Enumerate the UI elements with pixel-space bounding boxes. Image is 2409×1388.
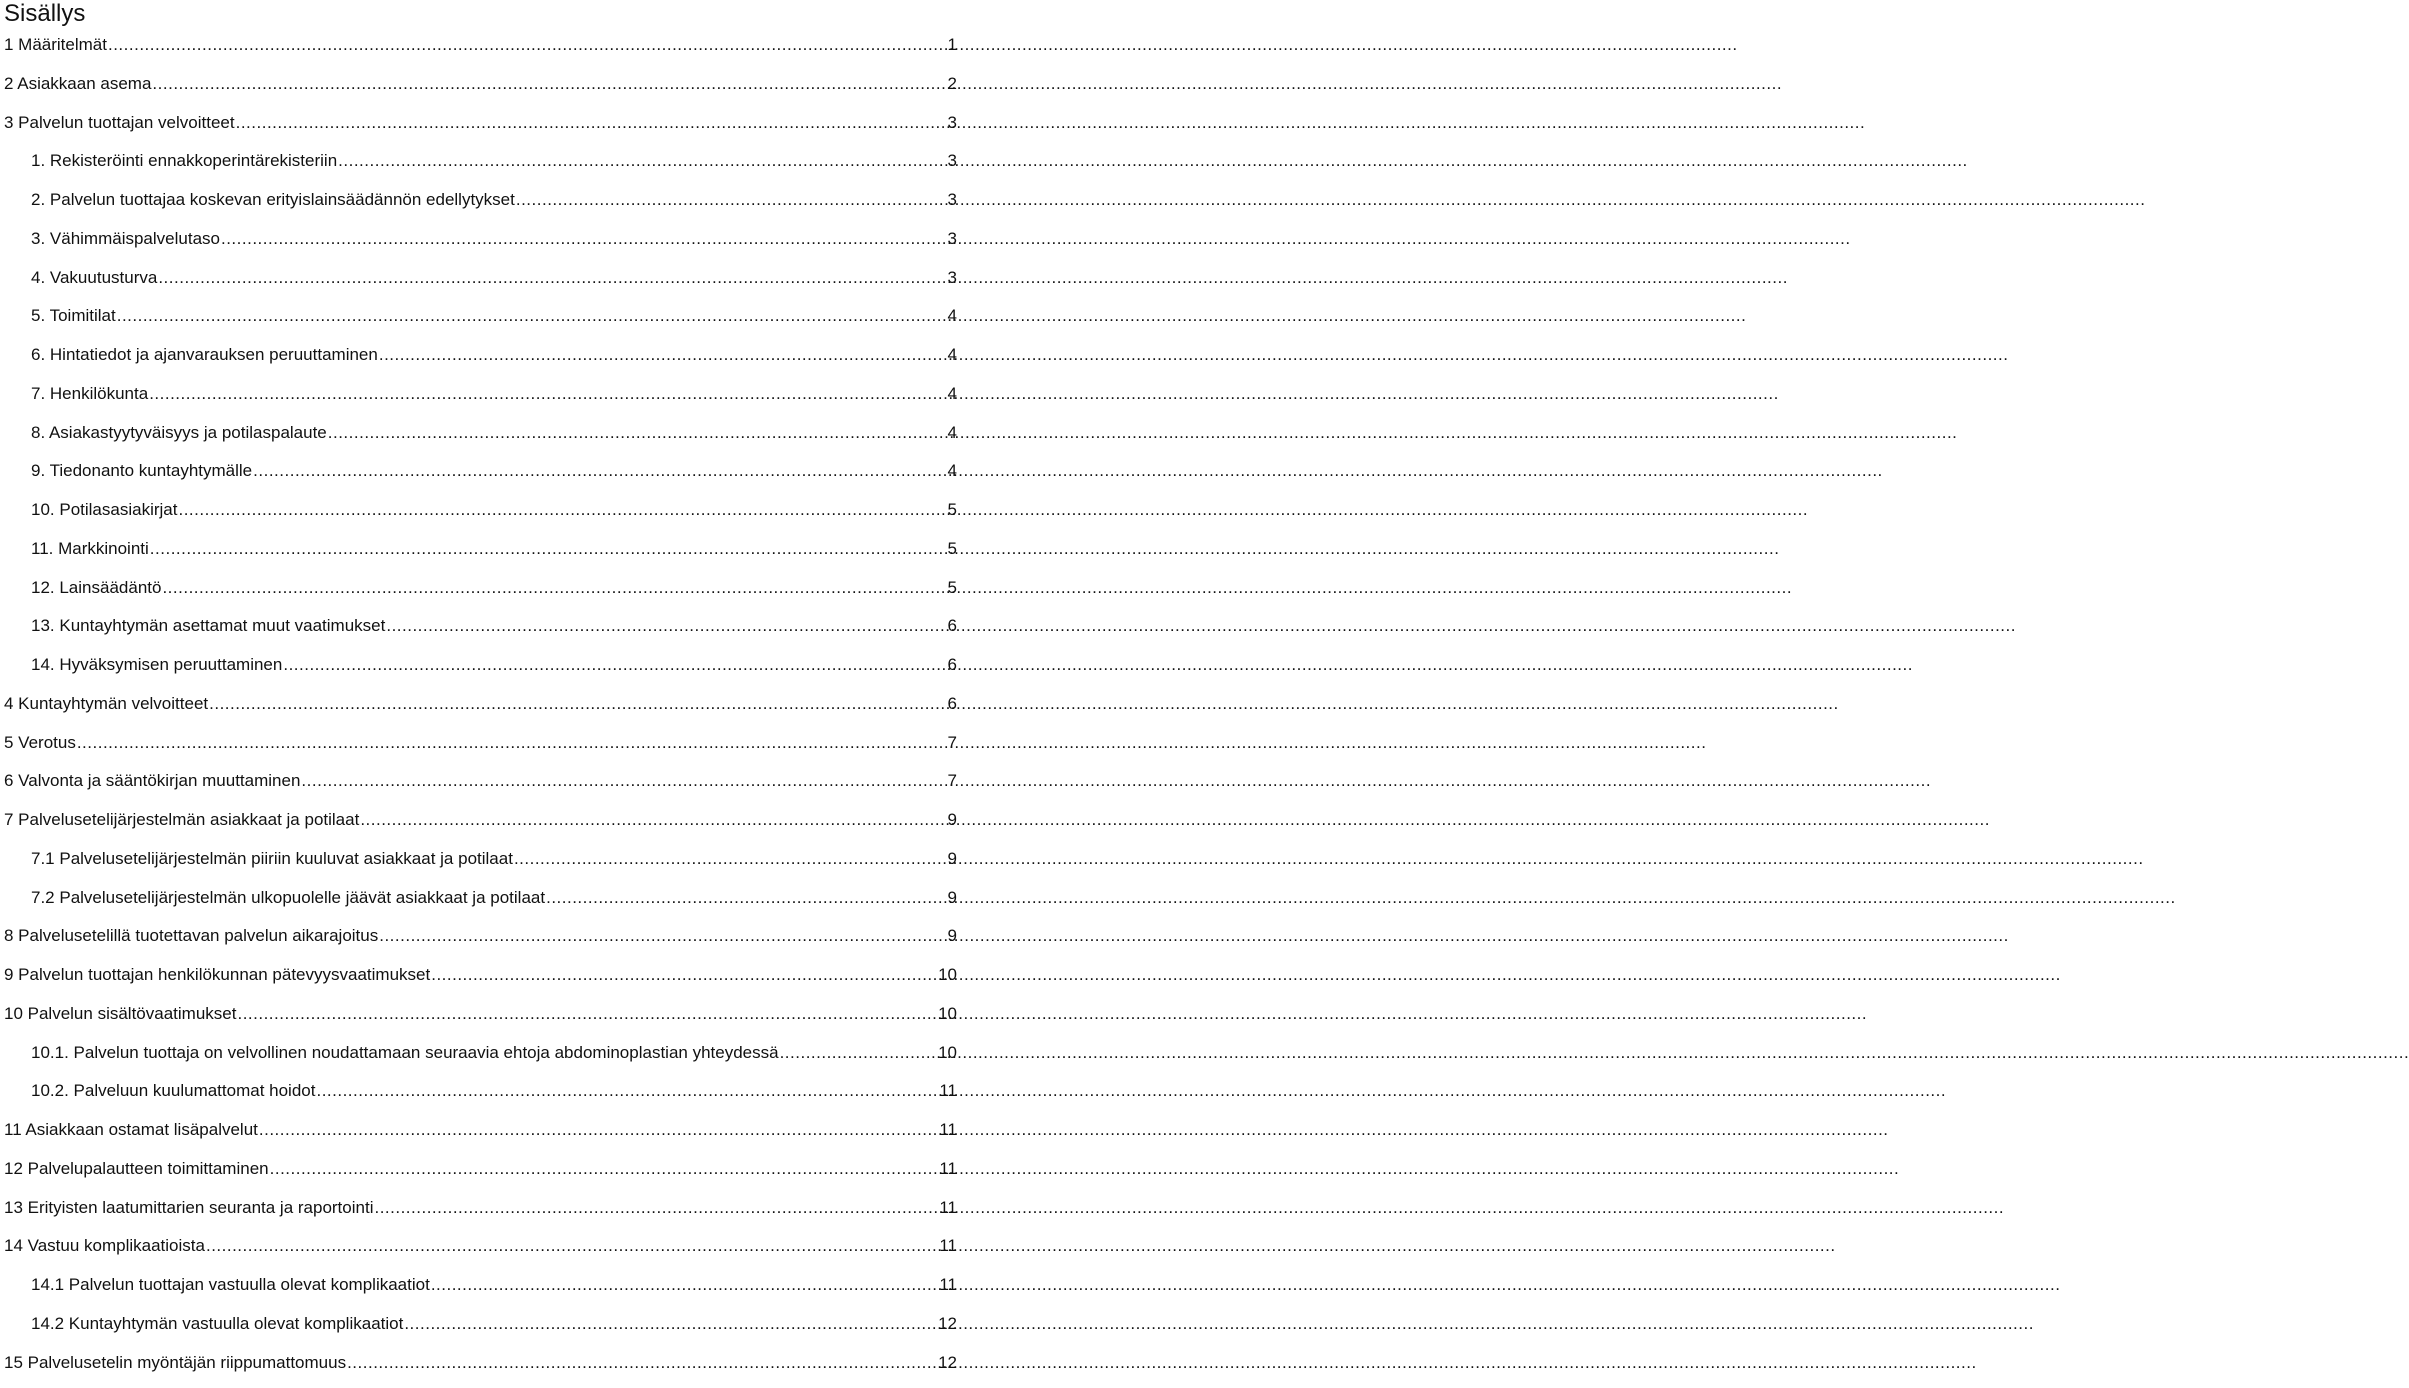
toc-entry-label: 12. Lainsäädäntö — [31, 575, 162, 601]
toc-entry-page-number: 12 — [936, 1350, 957, 1376]
toc-entry-label: 13 Erityisten laatumittarien seuranta ja raportointi — [4, 1195, 374, 1221]
dot-leader — [360, 807, 945, 833]
dot-leader — [209, 691, 945, 717]
toc-entry-page-number: 3 — [946, 187, 957, 213]
toc-entry-label: 2 Asiakkaan asema — [4, 71, 152, 97]
dot-leader — [270, 1156, 938, 1182]
toc-entry-label: 4. Vakuutusturva — [31, 265, 158, 291]
toc-entry[interactable] — [4, 1156, 957, 1195]
dot-leader — [546, 885, 945, 911]
table-of-contents — [4, 32, 957, 1388]
toc-entry[interactable] — [4, 110, 957, 149]
toc-entry-label: 13. Kuntayhtymän asettamat muut vaatimukset — [31, 613, 386, 639]
dot-leader — [404, 1311, 936, 1337]
toc-entry-label: 11. Markkinointi — [31, 536, 150, 562]
toc-entry-page-number: 9 — [946, 846, 957, 872]
toc-entry-page-number: 6 — [946, 652, 957, 678]
dot-leader — [379, 923, 945, 949]
toc-entry-label: 7 Palvelusetelijärjestelmän asiakkaat ja potilaat — [4, 807, 360, 833]
toc-entry-page-number: 11 — [937, 1195, 957, 1221]
toc-entry-page-number: 4 — [946, 342, 957, 368]
toc-entry[interactable] — [4, 1311, 957, 1350]
toc-entry[interactable] — [4, 420, 957, 459]
toc-entry[interactable] — [4, 768, 957, 807]
toc-entry[interactable] — [4, 1195, 957, 1234]
toc-entry-page-number: 4 — [946, 303, 957, 329]
dot-leader — [152, 71, 945, 97]
toc-entry[interactable] — [4, 32, 957, 71]
toc-entry[interactable] — [4, 1117, 957, 1156]
toc-entry[interactable] — [4, 342, 957, 381]
dot-leader — [162, 575, 945, 601]
dot-leader — [77, 730, 946, 756]
toc-entry-label: 10.2. Palveluun kuulumattomat hoidot — [31, 1078, 316, 1104]
toc-entry-label: 8. Asiakastyytyväisyys ja potilaspalaute — [31, 420, 328, 446]
dot-leader — [338, 148, 945, 174]
toc-entry[interactable] — [4, 536, 957, 575]
toc-entry-page-number: 3 — [946, 148, 957, 174]
toc-entry[interactable] — [4, 458, 957, 497]
toc-entry[interactable] — [4, 730, 957, 769]
toc-entry-page-number: 10 — [936, 962, 957, 988]
toc-entry[interactable] — [4, 613, 957, 652]
dot-leader — [431, 962, 936, 988]
toc-entry[interactable] — [4, 71, 957, 110]
dot-leader — [283, 652, 945, 678]
toc-entry-label: 14.1 Palvelun tuottajan vastuulla olevat komplikaatiot — [31, 1272, 431, 1298]
toc-entry-page-number: 12 — [936, 1311, 957, 1337]
toc-entry-page-number: 2 — [946, 71, 957, 97]
toc-entry[interactable] — [4, 923, 957, 962]
toc-entry[interactable] — [4, 497, 957, 536]
dot-leader — [431, 1272, 938, 1298]
toc-entry-label: 14 Vastuu komplikaatioista — [4, 1233, 206, 1259]
toc-entry[interactable] — [4, 652, 957, 691]
toc-entry-label: 1 Määritelmät — [4, 32, 108, 58]
dot-leader — [347, 1350, 936, 1376]
toc-entry-label: 10.1. Palvelun tuottaja on velvollinen noudattamaan seuraavia ehtoja abdominoplastian yhteydessä — [31, 1040, 780, 1066]
toc-entry-label: 3. Vähimmäispalvelutaso — [31, 226, 221, 252]
toc-title: Sisällys — [4, 0, 85, 28]
toc-entry-page-number: 11 — [937, 1156, 957, 1182]
toc-entry-page-number: 10 — [936, 1040, 957, 1066]
dot-leader — [386, 613, 945, 639]
toc-entry[interactable] — [4, 1350, 957, 1388]
toc-entry-page-number: 11 — [937, 1272, 957, 1298]
dot-leader — [149, 381, 945, 407]
toc-entry-label: 10 Palvelun sisältövaatimukset — [4, 1001, 237, 1027]
toc-entry-page-number: 3 — [946, 265, 957, 291]
toc-entry-page-number: 5 — [946, 575, 957, 601]
toc-entry-label: 6. Hintatiedot ja ajanvarauksen peruuttaminen — [31, 342, 379, 368]
toc-entry-page-number: 5 — [946, 536, 957, 562]
toc-entry-label: 5. Toimitilat — [31, 303, 117, 329]
dot-leader — [328, 420, 946, 446]
toc-entry-page-number: 3 — [946, 226, 957, 252]
toc-entry-label: 1. Rekisteröinti ennakkoperintärekisteriin — [31, 148, 338, 174]
dot-leader — [178, 497, 945, 523]
toc-entry-label: 9 Palvelun tuottajan henkilökunnan pätevyysvaatimukset — [4, 962, 431, 988]
toc-entry-page-number: 11 — [937, 1078, 957, 1104]
toc-entry[interactable] — [4, 187, 957, 226]
dot-leader — [158, 265, 945, 291]
toc-entry-page-number: 4 — [946, 420, 957, 446]
toc-entry[interactable] — [4, 148, 957, 187]
toc-entry[interactable] — [4, 1040, 957, 1079]
toc-entry-label: 7.1 Palvelusetelijärjestelmän piiriin kuuluvat asiakkaat ja potilaat — [31, 846, 514, 872]
toc-entry[interactable] — [4, 846, 957, 885]
toc-entry-label: 3 Palvelun tuottajan velvoitteet — [4, 110, 236, 136]
toc-entry[interactable] — [4, 226, 957, 265]
toc-entry-label: 9. Tiedonanto kuntayhtymälle — [31, 458, 253, 484]
toc-entry-page-number: 11 — [937, 1117, 957, 1143]
dot-leader — [514, 846, 946, 872]
dot-leader — [117, 303, 946, 329]
toc-entry-label: 10. Potilasasiakirjat — [31, 497, 178, 523]
toc-entry-label: 14.2 Kuntayhtymän vastuulla olevat komplikaatiot — [31, 1311, 404, 1337]
dot-leader — [374, 1195, 937, 1221]
dot-leader — [253, 458, 945, 484]
dot-leader — [516, 187, 946, 213]
toc-entry[interactable] — [4, 303, 957, 342]
toc-entry[interactable] — [4, 807, 957, 846]
dot-leader — [379, 342, 946, 368]
toc-entry-label: 15 Palvelusetelin myöntäjän riippumattomuus — [4, 1350, 347, 1376]
dot-leader — [206, 1233, 937, 1259]
toc-entry-page-number: 9 — [946, 885, 957, 911]
toc-entry-page-number: 7 — [946, 730, 957, 756]
toc-entry-page-number: 3 — [946, 110, 957, 136]
dot-leader — [221, 226, 946, 252]
toc-entry-label: 6 Valvonta ja sääntökirjan muuttaminen — [4, 768, 301, 794]
toc-entry-page-number: 9 — [946, 923, 957, 949]
toc-entry-label: 14. Hyväksymisen peruuttaminen — [31, 652, 283, 678]
dot-leader — [150, 536, 946, 562]
toc-entry[interactable] — [4, 1001, 957, 1040]
toc-entry-page-number: 7 — [946, 768, 957, 794]
toc-entry[interactable] — [4, 265, 957, 304]
toc-entry-page-number: 11 — [937, 1233, 957, 1259]
toc-entry[interactable] — [4, 1078, 957, 1117]
dot-leader — [301, 768, 945, 794]
toc-entry-label: 8 Palvelusetelillä tuotettavan palvelun aikarajoitus — [4, 923, 379, 949]
toc-entry[interactable] — [4, 691, 957, 730]
dot-leader — [108, 32, 946, 58]
dot-leader — [316, 1078, 937, 1104]
toc-entry-label: 2. Palvelun tuottajaa koskevan erityislainsäädännön edellytykset — [31, 187, 516, 213]
toc-entry-page-number: 9 — [946, 807, 957, 833]
toc-entry-label: 7. Henkilökunta — [31, 381, 149, 407]
dot-leader — [237, 1001, 936, 1027]
toc-entry-page-number: 4 — [946, 458, 957, 484]
toc-entry[interactable] — [4, 1272, 957, 1311]
toc-entry[interactable] — [4, 381, 957, 420]
toc-entry-page-number: 10 — [936, 1001, 957, 1027]
toc-entry-label: 11 Asiakkaan ostamat lisäpalvelut — [4, 1117, 259, 1143]
toc-entry-page-number: 6 — [946, 691, 957, 717]
toc-entry[interactable] — [4, 575, 957, 614]
dot-leader — [236, 110, 946, 136]
toc-entry[interactable] — [4, 885, 957, 924]
toc-entry-page-number: 6 — [946, 613, 957, 639]
toc-entry[interactable] — [4, 962, 957, 1001]
toc-entry[interactable] — [4, 1233, 957, 1272]
toc-entry-label: 5 Verotus — [4, 730, 77, 756]
toc-entry-page-number: 5 — [946, 497, 957, 523]
toc-entry-label: 4 Kuntayhtymän velvoitteet — [4, 691, 209, 717]
toc-entry-page-number: 4 — [946, 381, 957, 407]
toc-entry-label: 7.2 Palvelusetelijärjestelmän ulkopuolelle jäävät asiakkaat ja potilaat — [31, 885, 546, 911]
dot-leader — [780, 1040, 937, 1066]
toc-entry-page-number: 1 — [946, 32, 957, 58]
toc-entry-label: 12 Palvelupalautteen toimittaminen — [4, 1156, 270, 1182]
dot-leader — [259, 1117, 937, 1143]
